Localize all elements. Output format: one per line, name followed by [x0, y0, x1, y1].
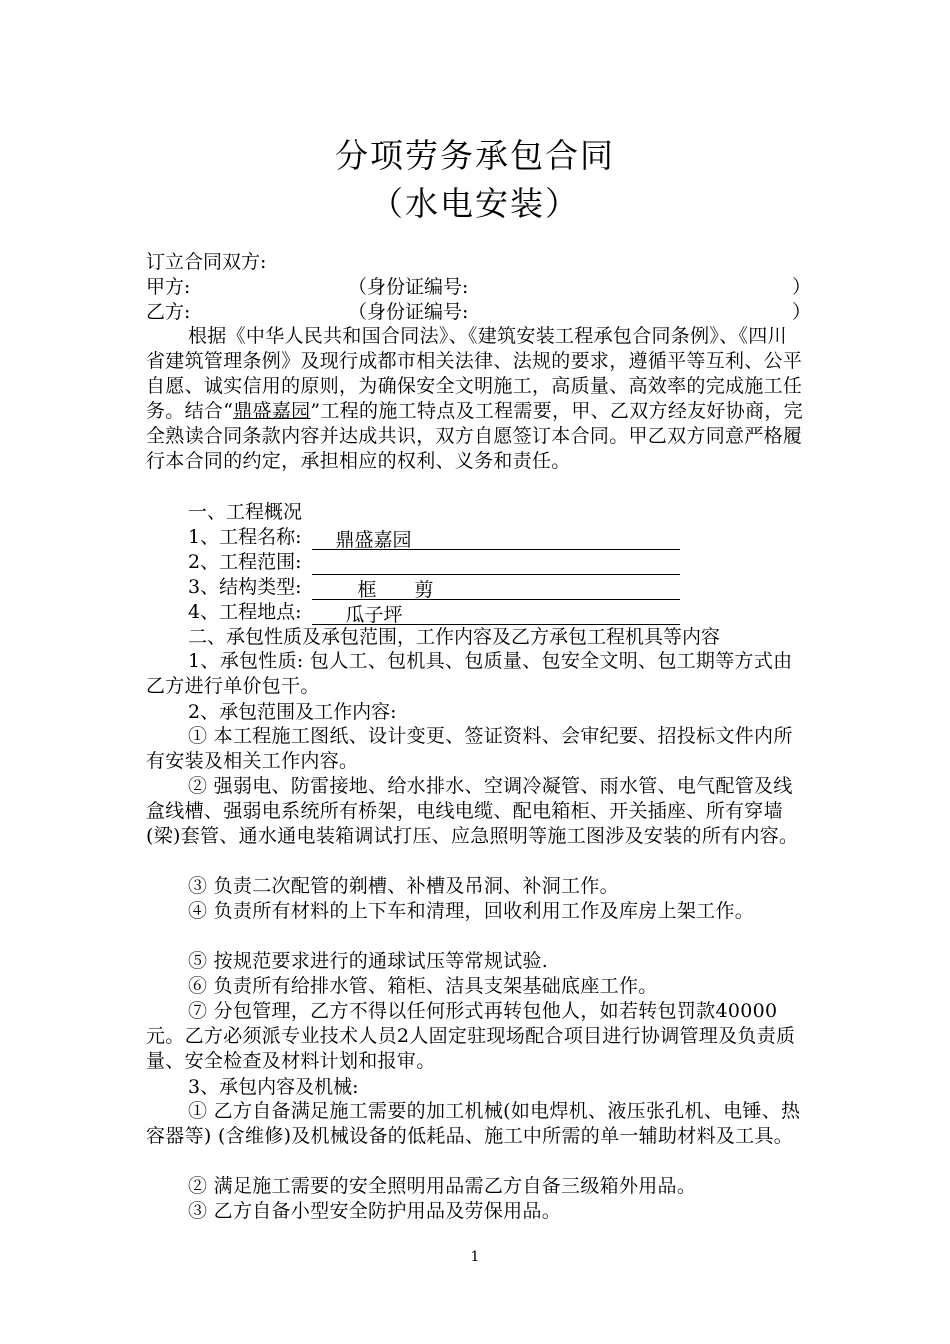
- intro-paragraph: [146, 324, 806, 474]
- party-b-line: [146, 299, 812, 325]
- project-name-value: 鼎盛嘉园: [335, 529, 412, 551]
- party-a-label: 甲方:: [146, 276, 191, 298]
- intro-text-after: ”工程的施工特点及工程需要，甲、乙双方经友好协商，完全熟读合同条款内容并达成共识，双方自愿签订本合同。甲乙双方同意严格履行本合同的约定，承担相应的权利、义务和责任。: [146, 400, 803, 472]
- scope-item-2: ② 强弱电、防雷接地、给水排水、空调冷凝管、雨水管、电气配管及线盒线槽、强弱电系统所有桥架，电线电缆、配电箱柜、开关插座、所有穿墙(梁)套管、通水通电装箱调试打压、应急照明等施工图涉及安装的所有内容。: [146, 775, 799, 847]
- structure-type-label: 3、结构类型:: [188, 576, 302, 598]
- machinery-heading: 3、承包内容及机械:: [188, 1076, 359, 1098]
- party-b-close: ）: [792, 301, 812, 323]
- project-name-row: [188, 524, 680, 550]
- project-location-value: 瓜子坪: [345, 604, 403, 626]
- project-location-label: 4、工程地点:: [188, 601, 302, 623]
- party-a-id-label: （身份证编号:: [348, 276, 469, 298]
- scope-item-4: ④ 负责所有材料的上下车和清理，回收利用工作及库房上架工作。: [188, 900, 755, 922]
- party-a-close: ）: [792, 276, 812, 298]
- project-name-field: [312, 527, 680, 550]
- machinery-item-1: ① 乙方自备满足施工需要的加工机械(如电焊机、液压张孔机、电锤、热容器等) (含维修)及机械设备的低耗品、施工中所需的单一辅助材料及工具。: [146, 1100, 801, 1147]
- intro-project-name: 鼎盛嘉园: [233, 400, 311, 422]
- machinery-item-2: ② 满足施工需要的安全照明用品需乙方自备三级箱外用品。: [188, 1175, 697, 1197]
- structure-type-row: [188, 574, 680, 600]
- project-scope-row: [188, 549, 680, 575]
- scope-item-6: ⑥ 负责所有给排水管、箱柜、洁具支架基础底座工作。: [188, 975, 658, 997]
- scope-item-1: ① 本工程施工图纸、设计变更、签证资料、会审纪要、招投标文件内所有安装及相关工作内容。: [146, 725, 793, 772]
- scope-heading: 2、承包范围及工作内容:: [188, 701, 397, 723]
- scope-item-5: ⑤ 按规范要求进行的通球试压等常规试验.: [188, 950, 549, 972]
- machinery-item-3: ③ 乙方自备小型安全防护用品及劳保用品。: [188, 1200, 562, 1222]
- project-scope-field: [312, 552, 680, 575]
- document-subtitle: （水电安装）: [370, 184, 580, 223]
- section1-heading: 一、工程概况: [188, 501, 303, 523]
- contract-nature: 1、承包性质: 包人工、包机具、包质量、包安全文明、包工期等方式由乙方进行单价包干。: [146, 650, 793, 697]
- party-b-label: 乙方:: [146, 301, 191, 323]
- structure-type-value: 框 剪: [357, 579, 434, 601]
- party-a-line: [146, 274, 812, 300]
- parties-heading: 订立合同双方:: [146, 251, 267, 273]
- project-location-row: [188, 599, 680, 625]
- scope-item-7: ⑦ 分包管理，乙方不得以任何形式再转包他人，如若转包罚款40000元。乙方必须派专业技术人员2人固定驻现场配合项目进行协调管理及负责质量、安全检查及材料计划和报审。: [146, 1000, 796, 1072]
- intro-text-before: 根据《中华人民共和国合同法》、《建筑安装工程承包合同条例》、《四川省建筑管理条例》及现行成都市相关法律、法规的要求，遵循平等互利、公平自愿、诚实信用的原则，为确保安全文明施工，高质量、高效率的完成施工任务。结合“: [146, 325, 803, 422]
- structure-type-field: [312, 577, 680, 600]
- scope-item-3: ③ 负责二次配管的剃槽、补槽及吊洞、补洞工作。: [188, 875, 619, 897]
- page-number: 1: [470, 1249, 480, 1265]
- project-location-field: [312, 602, 680, 625]
- project-name-label: 1、工程名称:: [188, 526, 302, 548]
- party-b-id-label: （身份证编号:: [348, 301, 469, 323]
- section2-heading: 二、承包性质及承包范围，工作内容及乙方承包工程机具等内容: [188, 626, 721, 648]
- document-title: 分项劳务承包合同: [335, 136, 615, 175]
- project-scope-label: 2、工程范围:: [188, 551, 302, 573]
